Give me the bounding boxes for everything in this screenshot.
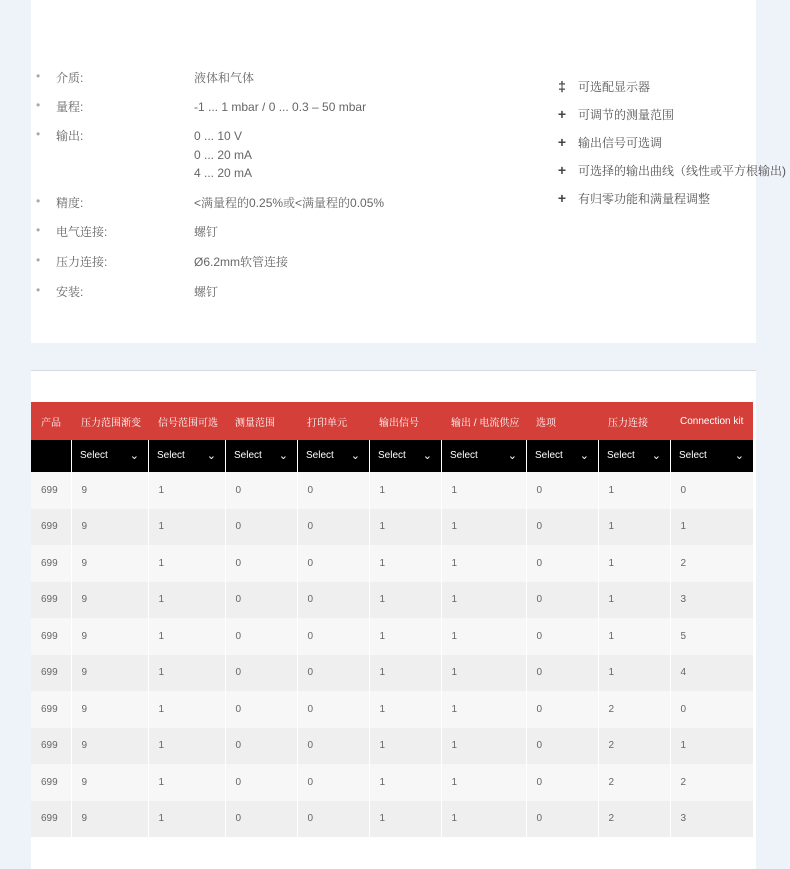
column-filter-select[interactable] xyxy=(670,440,750,472)
table-cell: 0 xyxy=(225,582,297,619)
table-cell: 4 xyxy=(670,655,753,692)
spec-label: 精度: xyxy=(56,196,84,210)
table-cell: 0 xyxy=(297,655,369,692)
table-cell: 0 xyxy=(526,655,598,692)
table-cell: 0 xyxy=(297,801,369,838)
spec-value xyxy=(194,283,218,302)
chevron-down-icon: ⌄ xyxy=(422,450,432,462)
table-cell: 0 xyxy=(526,691,598,728)
bullet-icon: • xyxy=(36,283,41,297)
chevron-down-icon: ⌄ xyxy=(278,450,288,462)
table-cell: 699 xyxy=(31,509,71,546)
table-cell: 2 xyxy=(670,545,753,582)
feature-text: 可选配显示器 xyxy=(578,80,651,94)
chevron-down-icon: ⌄ xyxy=(350,450,360,462)
table-cell: 0 xyxy=(297,691,369,728)
spec-value-line: Ø6.2mm软管连接 xyxy=(194,255,289,269)
bullet-icon: • xyxy=(36,223,41,237)
column-filter-select[interactable] xyxy=(441,440,523,472)
table-cell: 1 xyxy=(598,545,670,582)
table-cell: 1 xyxy=(670,509,753,546)
table-cell: 0 xyxy=(297,582,369,619)
table-cell: 0 xyxy=(297,764,369,801)
column-header[interactable]: 信号范围可选 xyxy=(148,402,225,440)
table-cell: 0 xyxy=(225,655,297,692)
column-header[interactable]: 压力范围渐变 xyxy=(71,402,148,440)
table-cell: 9 xyxy=(71,691,148,728)
table-row[interactable] xyxy=(31,582,753,619)
column-header[interactable]: 输出信号 xyxy=(369,402,441,440)
table-cell: 699 xyxy=(31,728,71,765)
spec-label: 输出: xyxy=(56,129,84,143)
spec-value xyxy=(194,98,366,117)
select-label: Select xyxy=(679,450,707,461)
column-header[interactable]: 测量范围 xyxy=(225,402,297,440)
table-cell: 0 xyxy=(225,472,297,509)
feature-text: 可选择的输出曲线（线性或平方根输出) xyxy=(578,164,786,178)
table-cell: 9 xyxy=(71,545,148,582)
select-label: Select xyxy=(234,450,262,461)
table-cell: 1 xyxy=(148,545,225,582)
table-cell: 1 xyxy=(148,801,225,838)
table-cell: 9 xyxy=(71,764,148,801)
filter-cell xyxy=(297,440,369,472)
double-dagger-icon: ‡ xyxy=(558,78,566,94)
table-cell: 3 xyxy=(670,801,753,838)
table-cell: 1 xyxy=(369,582,441,619)
spec-value xyxy=(194,127,252,183)
table-cell: 0 xyxy=(526,472,598,509)
table-cell: 9 xyxy=(71,582,148,619)
table-cell: 0 xyxy=(670,691,753,728)
table-cell: 1 xyxy=(441,618,526,655)
table-cell: 699 xyxy=(31,764,71,801)
column-header[interactable]: 输出 / 电流供应 xyxy=(441,402,526,440)
spec-label: 安装: xyxy=(56,285,84,299)
table-cell: 9 xyxy=(71,509,148,546)
spec-value-line: 0 ... 20 mA xyxy=(194,147,253,162)
column-filter-select[interactable] xyxy=(297,440,366,472)
spec-value xyxy=(194,69,254,88)
table-cell: 1 xyxy=(598,509,670,546)
table-cell: 1 xyxy=(148,582,225,619)
table-cell: 699 xyxy=(31,655,71,692)
table-cell: 0 xyxy=(526,545,598,582)
table-cell: 1 xyxy=(369,509,441,546)
table-cell: 699 xyxy=(31,691,71,728)
table-row[interactable] xyxy=(31,618,753,655)
spec-value-line: 液体和气体 xyxy=(194,71,255,85)
table-row[interactable] xyxy=(31,764,753,801)
bullet-icon: • xyxy=(36,98,41,112)
filter-cell xyxy=(71,440,148,472)
table-cell: 699 xyxy=(31,545,71,582)
table-cell: 1 xyxy=(441,509,526,546)
spec-value xyxy=(194,194,384,213)
table-cell: 9 xyxy=(71,618,148,655)
column-filter-select[interactable] xyxy=(148,440,222,472)
table-cell: 2 xyxy=(670,764,753,801)
table-cell: 1 xyxy=(598,582,670,619)
table-cell: 699 xyxy=(31,582,71,619)
bullet-icon: • xyxy=(36,69,41,83)
table-cell: 1 xyxy=(369,764,441,801)
table-cell: 1 xyxy=(441,472,526,509)
column-filter-select[interactable] xyxy=(598,440,667,472)
column-header[interactable]: 产品 xyxy=(31,402,71,440)
bullet-icon: • xyxy=(36,194,41,208)
table-cell: 0 xyxy=(225,691,297,728)
table-cell: 2 xyxy=(598,691,670,728)
bullet-icon: • xyxy=(36,127,41,141)
table-cell: 1 xyxy=(441,691,526,728)
feature-text: 输出信号可选调 xyxy=(578,136,663,150)
column-filter-select[interactable] xyxy=(71,440,145,472)
spec-label: 电气连接: xyxy=(56,225,108,239)
table-cell: 0 xyxy=(526,764,598,801)
table-cell: 1 xyxy=(148,472,225,509)
table-cell: 1 xyxy=(148,764,225,801)
column-header[interactable]: 压力连接 xyxy=(598,402,670,440)
table-cell: 3 xyxy=(670,582,753,619)
bullet-icon: • xyxy=(36,253,41,267)
table-row[interactable] xyxy=(31,801,753,838)
table-row[interactable] xyxy=(31,509,753,546)
column-filter-select[interactable] xyxy=(369,440,438,472)
table-cell: 699 xyxy=(31,801,71,838)
spec-value-line: 4 ... 20 mA xyxy=(194,166,253,180)
table-cell: 0 xyxy=(526,728,598,765)
table-cell: 0 xyxy=(526,801,598,838)
filter-cell xyxy=(526,440,598,472)
spec-card xyxy=(31,0,786,343)
filter-cell xyxy=(598,440,670,472)
table-cell: 0 xyxy=(297,509,369,546)
table-cell: 1 xyxy=(148,655,225,692)
table-cell: 1 xyxy=(441,582,526,619)
spec-value xyxy=(194,223,218,242)
table-cell: 0 xyxy=(225,764,297,801)
feature-list xyxy=(556,0,786,343)
chevron-down-icon: ⌄ xyxy=(206,450,216,462)
filter-cell xyxy=(31,440,71,472)
column-filter-select[interactable] xyxy=(526,440,595,472)
table-cell: 9 xyxy=(71,801,148,838)
spec-value-line: 螺钉 xyxy=(194,225,219,239)
select-label: Select xyxy=(607,450,635,461)
product-table-card xyxy=(31,370,756,869)
table-cell: 2 xyxy=(598,801,670,838)
table-cell: 1 xyxy=(598,655,670,692)
select-label: Select xyxy=(80,450,108,461)
chevron-down-icon: ⌄ xyxy=(579,450,589,462)
filter-cell xyxy=(441,440,526,472)
filter-cell xyxy=(670,440,753,472)
table-cell: 0 xyxy=(526,509,598,546)
table-row[interactable] xyxy=(31,691,753,728)
table-cell: 1 xyxy=(441,728,526,765)
table-cell: 9 xyxy=(71,728,148,765)
table-cell: 0 xyxy=(225,509,297,546)
table-cell: 0 xyxy=(297,472,369,509)
filter-cell xyxy=(148,440,225,472)
column-filter-select[interactable] xyxy=(225,440,294,472)
table-cell: 1 xyxy=(369,618,441,655)
table-row[interactable] xyxy=(31,545,753,582)
spec-label: 量程: xyxy=(56,100,84,114)
table-cell: 0 xyxy=(670,472,753,509)
select-label: Select xyxy=(378,450,406,461)
spec-value xyxy=(194,253,288,272)
table-cell: 9 xyxy=(71,472,148,509)
table-cell: 1 xyxy=(369,545,441,582)
table-cell: 1 xyxy=(598,472,670,509)
table-cell: 1 xyxy=(441,545,526,582)
column-header[interactable]: 打印单元 xyxy=(297,402,369,440)
table-row[interactable] xyxy=(31,655,753,692)
select-label: Select xyxy=(535,450,563,461)
feature-text: 可调节的测量范围 xyxy=(578,108,675,122)
filter-cell xyxy=(225,440,297,472)
table-cell: 9 xyxy=(71,655,148,692)
plus-icon: + xyxy=(557,106,567,122)
table-cell: 0 xyxy=(225,728,297,765)
table-cell: 1 xyxy=(369,472,441,509)
table-cell: 699 xyxy=(31,472,71,509)
table-row[interactable] xyxy=(31,728,753,765)
column-header[interactable]: 选项 xyxy=(526,402,598,440)
table-cell: 0 xyxy=(297,545,369,582)
plus-icon: + xyxy=(557,190,567,206)
table-cell: 5 xyxy=(670,618,753,655)
table-cell: 1 xyxy=(148,691,225,728)
spec-label: 压力连接: xyxy=(56,255,108,269)
spec-value-line: -1 ... 1 mbar / 0 ... 0.3 – 50 mbar xyxy=(194,100,367,114)
chevron-down-icon: ⌄ xyxy=(129,450,139,462)
table-cell: 0 xyxy=(225,545,297,582)
table-cell: 699 xyxy=(31,618,71,655)
table-cell: 0 xyxy=(225,801,297,838)
table-cell: 0 xyxy=(297,618,369,655)
table-cell: 1 xyxy=(369,801,441,838)
table-cell: 1 xyxy=(148,618,225,655)
table-cell: 1 xyxy=(441,655,526,692)
chevron-down-icon: ⌄ xyxy=(507,450,517,462)
table-cell: 0 xyxy=(297,728,369,765)
table-cell: 1 xyxy=(441,801,526,838)
column-header[interactable]: Connection kit xyxy=(670,402,753,440)
table-cell: 1 xyxy=(369,691,441,728)
select-label: Select xyxy=(306,450,334,461)
table-cell: 1 xyxy=(598,618,670,655)
table-cell: 1 xyxy=(670,728,753,765)
table-cell: 1 xyxy=(369,655,441,692)
plus-icon: + xyxy=(557,162,567,178)
chevron-down-icon: ⌄ xyxy=(651,450,661,462)
filter-cell xyxy=(369,440,441,472)
table-cell: 2 xyxy=(598,764,670,801)
product-table xyxy=(31,402,753,837)
select-label: Select xyxy=(450,450,478,461)
table-cell: 2 xyxy=(598,728,670,765)
table-cell: 0 xyxy=(225,618,297,655)
select-label: Select xyxy=(157,450,185,461)
table-cell: 1 xyxy=(148,509,225,546)
table-row[interactable] xyxy=(31,472,753,509)
table-cell: 0 xyxy=(526,618,598,655)
table-cell: 1 xyxy=(369,728,441,765)
plus-icon: + xyxy=(557,134,567,150)
spec-label: 介质: xyxy=(56,71,84,85)
spec-value-line: <满量程的0.25%或<满量程的0.05% xyxy=(194,196,385,210)
chevron-down-icon: ⌄ xyxy=(734,450,744,462)
table-cell: 1 xyxy=(148,728,225,765)
table-cell: 0 xyxy=(526,582,598,619)
feature-text: 有归零功能和满量程调整 xyxy=(578,192,711,206)
table-cell: 1 xyxy=(441,764,526,801)
spec-value-line: 0 ... 10 V xyxy=(194,129,243,143)
spec-value-line: 螺钉 xyxy=(194,285,219,299)
